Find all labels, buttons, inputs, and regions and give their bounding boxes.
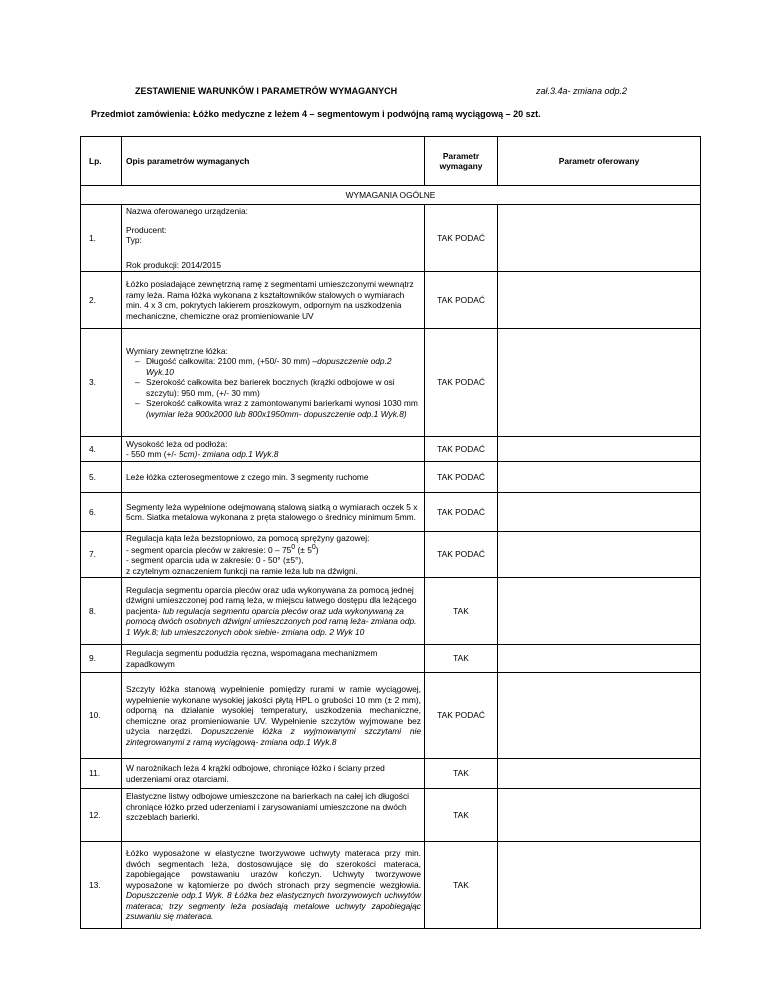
description-note: Dopuszczenie odp.1 Wyk. 8 Łóżka bez elastycznych tworzywowych uchwytów materaca; trzy segmenty leża posiadają metalowe uchwyty zapobiegając zsuwaniu się materaca. [126, 890, 421, 922]
description-line: Rok produkcji: 2014/2015 [126, 259, 221, 270]
row-required-value: TAK [425, 645, 498, 673]
section-row [81, 186, 701, 205]
row-number: 5. [81, 462, 122, 493]
height-value: - 550 mm (+/- [126, 449, 179, 459]
row-required-value: TAK PODAĆ [425, 437, 498, 462]
col-header-oferowany: Parametr oferowany [498, 137, 701, 186]
list-item-text: Szerokość całkowita bez barierek bocznych (krążki odbojowe w osi szczytu): 950 mm, (+/- 30 mm) [146, 377, 395, 398]
description-line: Regulacja kąta leża bezstopniowo, za pomocą sprężyny gazowej: [126, 532, 370, 543]
table-row [81, 673, 701, 759]
row-description: Elastyczne listwy odbojowe umieszczone na barierkach na całej ich długości chroniące łóżko przed uderzeniami i zarysowaniami umieszczone na dwóch szczeblach barierki. [122, 789, 425, 842]
section-title: WYMAGANIA OGÓLNE [81, 186, 701, 205]
row-offered-cell[interactable] [498, 645, 701, 673]
row-description [122, 842, 425, 929]
order-subject: Przedmiot zamówienia: Łóżko medyczne z leżem 4 – segmentowym i podwójną ramą wyciągową – 20 szt. [91, 109, 541, 119]
description-line: z czytelnym oznaczeniem funkcji na ramie leża lub na dźwigni. [126, 565, 358, 576]
row-offered-cell[interactable] [498, 205, 701, 272]
list-item-text: Szerokość całkowita wraz z zamontowanymi barierkami wynosi 1030 mm [146, 398, 418, 409]
angle-tolerance: (± 5 [295, 544, 312, 555]
row-required-value: TAK PODAĆ [425, 205, 498, 272]
row-required-value: TAK [425, 789, 498, 842]
row-offered-cell[interactable] [498, 759, 701, 789]
row-number: 4. [81, 437, 122, 462]
row-description: Regulacja segmentu podudzia ręczna, wspomagana mechanizmem zapadkowym [122, 645, 425, 673]
row-number: 2. [81, 272, 122, 329]
list-item [146, 356, 421, 377]
row-offered-cell[interactable] [498, 578, 701, 645]
row-number: 8. [81, 578, 122, 645]
row-description [122, 673, 425, 759]
degree-mark: 0 [291, 544, 296, 552]
row-required-value: TAK PODAĆ [425, 462, 498, 493]
table-row [81, 437, 701, 462]
col-header-opis: Opis parametrów wymaganych [122, 137, 425, 186]
description-note: lub regulacja segmentu oparcia pleców oraz uda wykonywaną za pomocą dwóch osobnych dźwigni umieszczonych pod ramą leża- zmiana odp. 1 Wyk.8; lub umieszczonych obok siebie- zmiana odp. 2 Wyk 10 [126, 605, 417, 637]
row-number: 10. [81, 673, 122, 759]
description-text: Regulacja segmentu oparcia pleców oraz uda wykonywana za pomocą jednej dźwigni umieszczonej pod ramą leża, w miejscu łatwego dostępu dla leżącego pacjenta- [126, 584, 417, 616]
row-description: Leże łóżka czterosegmentowe z czego min. 3 segmenty ruchome [122, 462, 425, 493]
list-item-text: Długość całkowita: 2100 mm, (+50/- 30 mm) [146, 356, 313, 367]
height-note: 5cm)- zmiana odp.1 Wyk.8 [178, 449, 279, 459]
table-row [81, 205, 701, 272]
row-required-value: TAK PODAĆ [425, 673, 498, 759]
degree-mark: 0 [311, 544, 316, 552]
row-offered-cell[interactable] [498, 329, 701, 437]
table-row [81, 493, 701, 532]
col-header-lp: Lp. [81, 137, 122, 186]
row-number: 13. [81, 842, 122, 929]
table-row [81, 578, 701, 645]
description-line: - segment oparcia uda w zakresie: 0 - 50° (±5°), [126, 555, 304, 566]
row-offered-cell[interactable] [498, 493, 701, 532]
list-item-note: –dopuszczenie odp.2 Wyk.10 [146, 356, 392, 377]
list-item [146, 377, 421, 398]
col-header-param: Parametr wymagany [425, 137, 498, 186]
row-offered-cell[interactable] [498, 673, 701, 759]
description-line: Wymiary zewnętrzne łóżka: [126, 345, 228, 356]
row-description [122, 205, 425, 272]
row-number: 12. [81, 789, 122, 842]
row-number: 3. [81, 329, 122, 437]
row-offered-cell[interactable] [498, 437, 701, 462]
description-text: Szczyty łóżka stanową wypełnienie pomiędzy rurami w ramie wyciągowej, wypełnienie wykonane wysokiej jakości płytą HPL o grubości 10 mm (± 2 mm), odporną na działanie wysokiej temperatury, uszkodzenia mechaniczne, chemiczne oraz promieniowanie UV. Wypełnienie szczytów wyjmowane bez użycia narzędzi. [126, 684, 421, 736]
list-item [146, 398, 421, 419]
row-description: Łóżko posiadające zewnętrzną ramę z segmentami umieszczonymi wewnątrz ramy leża. Rama łóżka wykonana z kształtowników stalowych o wymiarach min. 4 x 3 cm, pokrytych lakierem proszkowym, odpornym na uszkodzenia mechaniczne, chemiczne oraz promieniowanie UV [122, 272, 425, 329]
requirements-table [80, 136, 701, 929]
table-row [81, 645, 701, 673]
row-description: W narożnikach leża 4 krążki odbojowe, chroniące łóżko i ściany przed uderzeniami oraz otarciami. [122, 759, 425, 789]
row-description [122, 437, 425, 462]
row-required-value: TAK [425, 759, 498, 789]
description-text: Łóżko wyposażone w elastyczne tworzywowe uchwyty materaca przy min. dwóch segmentach leża, dostosowujące się do szerokości materaca, zapobiegające powstawaniu urazów kończyn. Uchwyty tworzywowe wyposażone w kątomierze po dwóch stronach przy segmencie wezgłowia. [126, 848, 421, 890]
row-offered-cell[interactable] [498, 842, 701, 929]
row-required-value: TAK PODAĆ [425, 272, 498, 329]
row-description [122, 532, 425, 578]
row-number: 9. [81, 645, 122, 673]
angle-close: ) [315, 544, 319, 555]
row-number: 11. [81, 759, 122, 789]
list-item-note: (wymiar leża 900x2000 lub 800x1950mm- dopuszczenie odp.1 Wyk.8) [146, 408, 407, 419]
row-required-value: TAK [425, 578, 498, 645]
row-number: 7. [81, 532, 122, 578]
description-line: Producent: [126, 224, 167, 235]
row-number: 1. [81, 205, 122, 272]
table-row [81, 272, 701, 329]
table-row [81, 842, 701, 929]
table-row [81, 759, 701, 789]
row-required-value: TAK PODAĆ [425, 532, 498, 578]
table-row [81, 462, 701, 493]
row-required-value: TAK [425, 842, 498, 929]
description-line: Nazwa oferowanego urządzenia: [126, 206, 248, 216]
row-description [122, 578, 425, 645]
row-number: 6. [81, 493, 122, 532]
row-offered-cell[interactable] [498, 789, 701, 842]
row-offered-cell[interactable] [498, 462, 701, 493]
document-title: ZESTAWIENIE WARUNKÓW I PARAMETRÓW WYMAGANYCH [135, 86, 398, 96]
attachment-reference: zał.3.4a- zmiana odp.2 [536, 86, 628, 96]
description-note: Dopuszczenie łóżka z wyjmowanymi szczytami nie zintegrowanymi z ramą wyciągową- zmiana odp.1 Wyk.8 [126, 726, 421, 747]
row-description [122, 329, 425, 437]
description-line: Typ: [126, 235, 142, 245]
table-header-row [81, 137, 701, 186]
description-line [126, 449, 421, 460]
table-row [81, 789, 701, 842]
row-offered-cell[interactable] [498, 272, 701, 329]
row-required-value: TAK PODAĆ [425, 329, 498, 437]
table-row [81, 532, 701, 578]
row-description: Segmenty leża wypełnione odejmowaną stalową siatką o wymiarach oczek 5 x 5cm. Siatka metalowa wykonana z pręta stalowego o średnicy minimum 5mm. [122, 493, 425, 532]
table-row [81, 329, 701, 437]
row-offered-cell[interactable] [498, 532, 701, 578]
description-line [126, 543, 421, 555]
row-required-value: TAK PODAĆ [425, 493, 498, 532]
dimension-list [126, 356, 421, 419]
angle-range: - segment oparcia pleców w zakresie: 0 – 75 [126, 544, 292, 555]
description-line: Wysokość leża od podłoża: [126, 438, 228, 449]
